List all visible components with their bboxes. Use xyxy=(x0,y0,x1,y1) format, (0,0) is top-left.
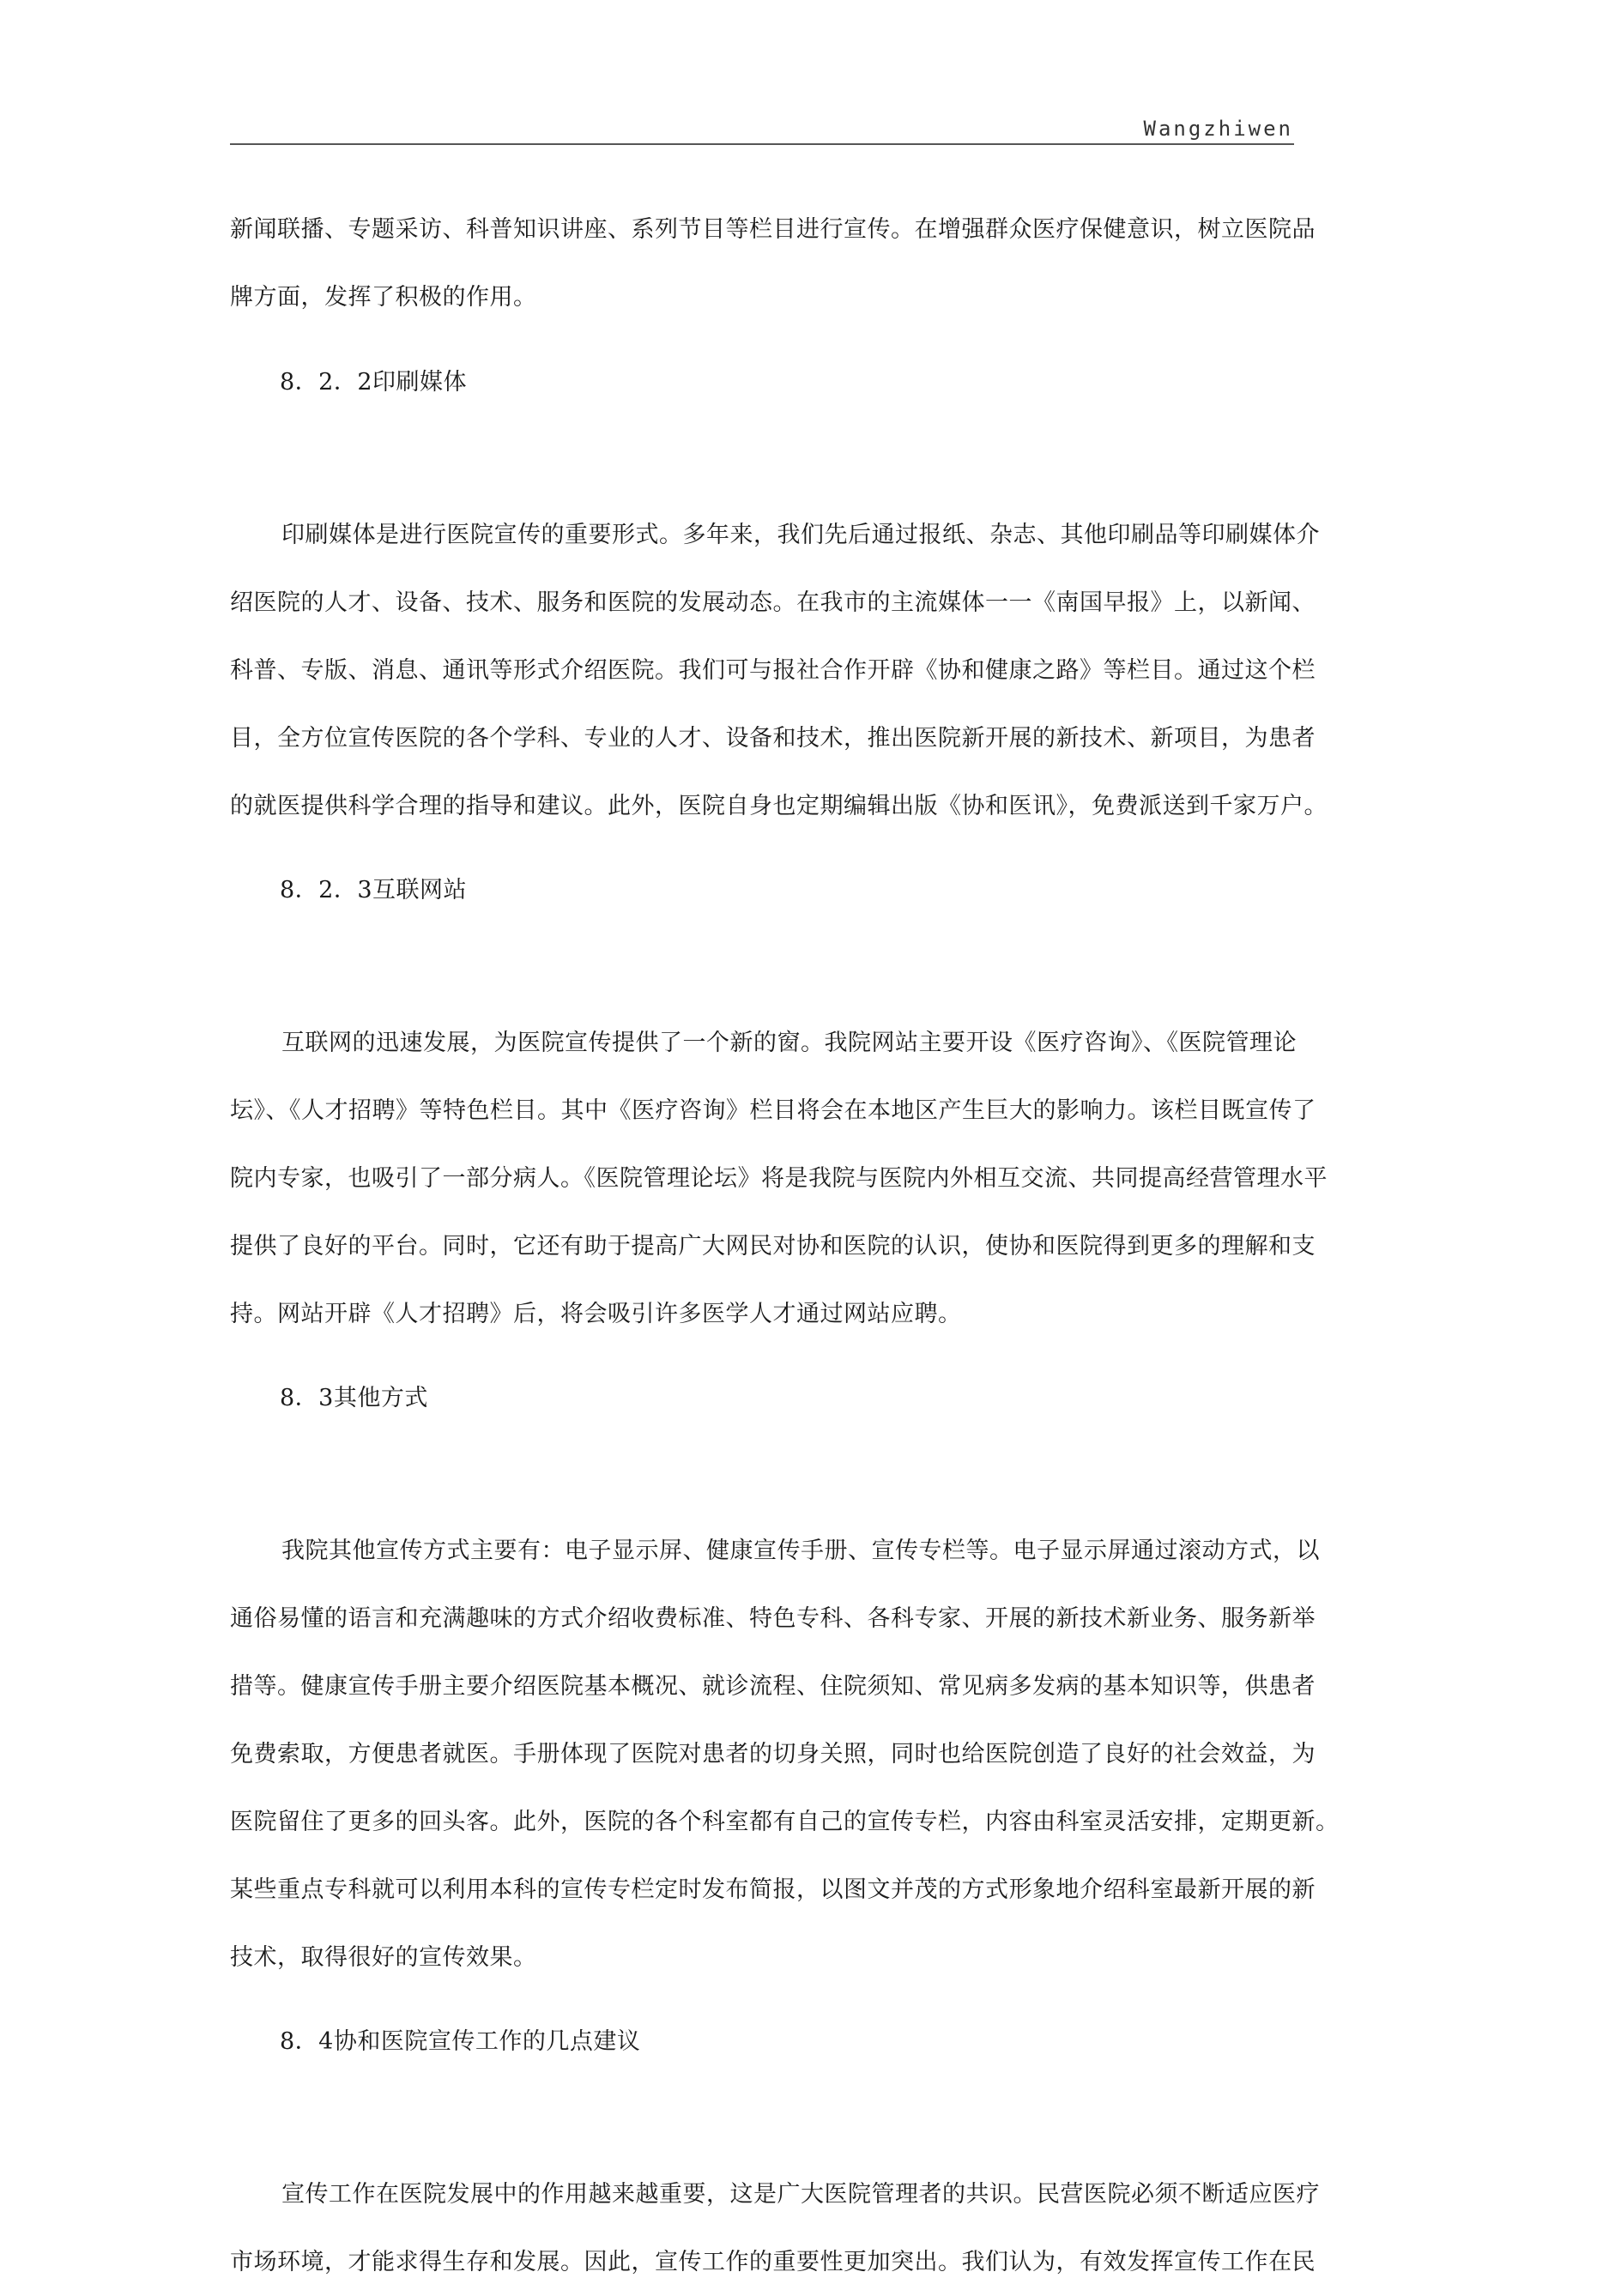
paragraph-line: 通俗易懂的语言和充满趣味的方式介绍收费标准、特色专科、各科专家、开展的新技术新业务、服务新举 xyxy=(230,1605,1316,1632)
section-heading xyxy=(230,1364,428,1432)
header-rule xyxy=(230,143,1294,145)
paragraph-line: 市场环境，才能求得生存和发展。因此，宣传工作的重要性更加突出。我们认为，有效发挥宣传工作在民 xyxy=(230,2249,1316,2275)
paragraph-line: 提供了良好的平台。同时，它还有助于提高广大网民对协和医院的认识，使协和医院得到更多的理解和支 xyxy=(230,1233,1316,1260)
paragraph-line: 某些重点专科就可以利用本科的宣传专栏定时发布简报，以图文并茂的方式形象地介绍科室最新开展的新 xyxy=(230,1876,1316,1903)
section-heading-text: 8．3其他方式 xyxy=(280,1385,428,1411)
paragraph-line: 印刷媒体是进行医院宣传的重要形式。多年来，我们先后通过报纸、杂志、其他印刷品等印刷媒体介 xyxy=(281,522,1320,548)
section-heading xyxy=(230,2008,640,2075)
paragraph-line: 坛》、《人才招聘》等特色栏目。其中《医疗咨询》栏目将会在本地区产生巨大的影响力。该栏目既宣传了 xyxy=(230,1097,1316,1124)
paragraph-line: 互联网的迅速发展，为医院宣传提供了一个新的窗。我院网站主要开设《医疗咨询》、《医院管理论 xyxy=(281,1030,1297,1056)
paragraph xyxy=(230,1009,1328,1348)
paragraph xyxy=(230,1517,1340,1991)
paragraph-line: 目，全方位宣传医院的各个学科、专业的人才、设备和技术，推出医院新开展的新技术、新项目，为患者 xyxy=(230,725,1316,752)
paragraph-line: 措等。健康宣传手册主要介绍医院基本概况、就诊流程、住院须知、常见病多发病的基本知识等，供患者 xyxy=(230,1673,1316,1700)
paragraph xyxy=(230,501,1328,840)
paragraph-line: 新闻联播、专题采访、科普知识讲座、系列节目等栏目进行宣传。在增强群众医疗保健意识，树立医院品 xyxy=(230,216,1316,243)
paragraph-line: 院内专家，也吸引了一部分病人。《医院管理论坛》将是我院与医院内外相互交流、共同提高经营管理水平 xyxy=(230,1165,1328,1192)
section-heading-text: 8．2．3互联网站 xyxy=(280,877,468,903)
paragraph-line: 绍医院的人才、设备、技术、服务和医院的发展动态。在我市的主流媒体一一《南国早报》上，以新闻、 xyxy=(230,589,1316,616)
paragraph-line: 技术，取得很好的宣传效果。 xyxy=(230,1944,537,1971)
paragraph-line: 宣传工作在医院发展中的作用越来越重要，这是广大医院管理者的共识。民营医院必须不断适应医疗 xyxy=(281,2181,1320,2208)
paragraph-line: 科普、专版、消息、通讯等形式介绍医院。我们可与报社合作开辟《协和健康之路》等栏目。通过这个栏 xyxy=(230,657,1316,684)
paragraph-continuation xyxy=(230,196,1316,331)
paragraph-line: 医院留住了更多的回头客。此外，医院的各个科室都有自己的宣传专栏，内容由科室灵活安排，定期更新。 xyxy=(230,1809,1340,1835)
paragraph-line: 免费索取，方便患者就医。手册体现了医院对患者的切身关照，同时也给医院创造了良好的社会效益，为 xyxy=(230,1741,1316,1767)
section-heading-text: 8．4协和医院宣传工作的几点建议 xyxy=(280,2028,641,2055)
paragraph xyxy=(230,2160,1320,2296)
section-heading-text: 8．2．2印刷媒体 xyxy=(280,369,468,396)
page-header-author: Wangzhiwen xyxy=(1143,117,1293,141)
paragraph-line: 的就医提供科学合理的指导和建议。此外，医院自身也定期编辑出版《协和医讯》，免费派送到千家万户。 xyxy=(230,793,1328,819)
section-heading xyxy=(230,856,467,924)
paragraph-line: 牌方面，发挥了积极的作用。 xyxy=(230,284,537,311)
section-heading xyxy=(230,348,467,416)
paragraph-line: 我院其他宣传方式主要有：电子显示屏、健康宣传手册、宣传专栏等。电子显示屏通过滚动方式，以 xyxy=(281,1538,1320,1564)
paragraph-line: 持。网站开辟《人才招聘》后，将会吸引许多医学人才通过网站应聘。 xyxy=(230,1301,962,1327)
